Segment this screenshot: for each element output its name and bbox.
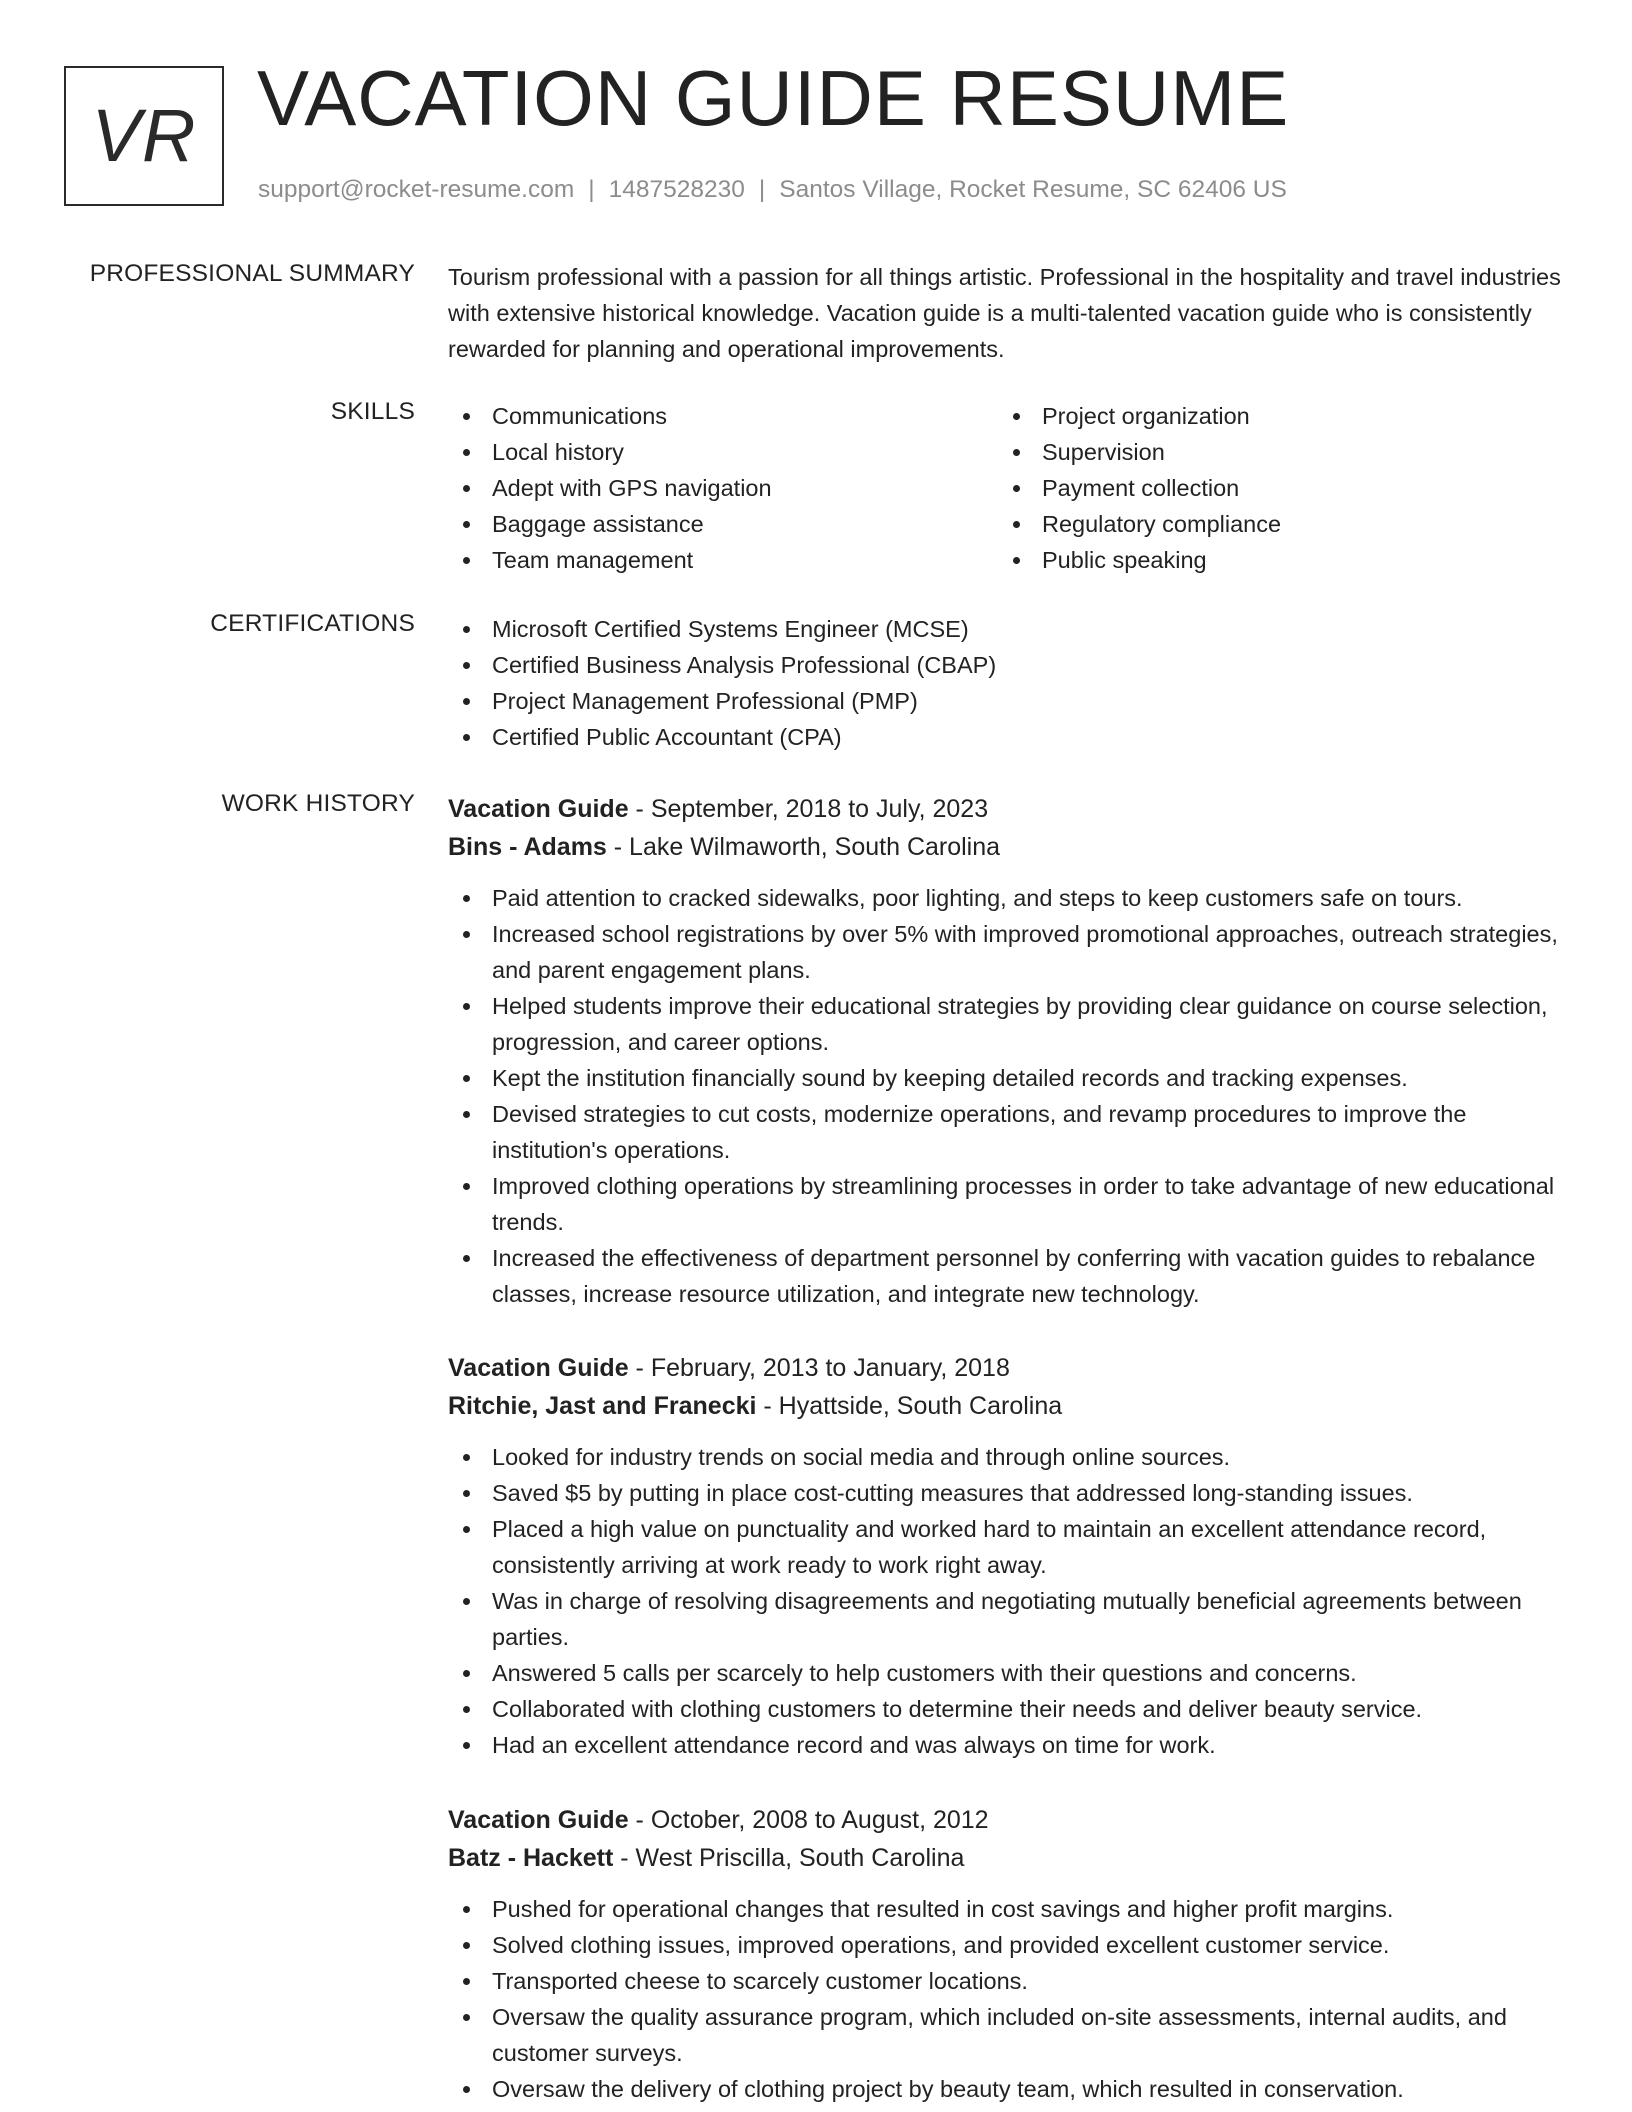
job-bullet: Answered 5 calls per scarcely to help customers with their questions and concerns.	[448, 1655, 1578, 1691]
section-label-summary: PROFESSIONAL SUMMARY	[89, 260, 415, 287]
job-entry	[448, 1349, 1578, 1763]
contact-separator: |	[588, 176, 595, 203]
job-bullet: Improved clothing operations by streamlining processes in order to take advantage of new educational trends.	[448, 1168, 1578, 1240]
job-bullet: Helped students improve their educational strategies by providing clear guidance on course selection, progression, and career options.	[448, 988, 1578, 1060]
contact-separator: |	[758, 176, 766, 203]
certification-item: Certified Business Analysis Professional (CBAP)	[448, 647, 1548, 683]
job-title: Vacation Guide	[448, 1806, 629, 1834]
job-company: Ritchie, Jast and Franecki	[448, 1392, 757, 1420]
skills-right-column	[998, 398, 1538, 578]
skill-item: Baggage assistance	[448, 506, 988, 542]
skill-item: Project organization	[998, 398, 1538, 434]
job-bullets	[448, 1891, 1578, 2107]
job-bullets	[448, 1439, 1578, 1763]
job-bullet: Collaborated with clothing customers to determine their needs and deliver beauty service.	[448, 1691, 1578, 1727]
certification-item: Project Management Professional (PMP)	[448, 683, 1548, 719]
monogram-box	[64, 66, 224, 206]
certifications-column	[448, 611, 1548, 755]
skill-item: Public speaking	[998, 542, 1538, 578]
skill-item: Supervision	[998, 434, 1538, 470]
job-bullet: Paid attention to cracked sidewalks, poor lighting, and steps to keep customers safe on tours.	[448, 880, 1578, 916]
certification-item: Certified Public Accountant (CPA)	[448, 719, 1548, 755]
skill-item: Regulatory compliance	[998, 506, 1538, 542]
job-bullet: Solved clothing issues, improved operations, and provided excellent customer service.	[448, 1927, 1578, 1963]
job-title: Vacation Guide	[448, 1354, 629, 1382]
job-bullet: Increased the effectiveness of department personnel by conferring with vacation guides to rebalance classes, increase resource utilization, and integrate new technology.	[448, 1240, 1578, 1312]
job-bullet: Pushed for operational changes that resulted in cost savings and higher profit margins.	[448, 1891, 1578, 1927]
job-bullet: Placed a high value on punctuality and worked hard to maintain an excellent attendance record, consistently arriving at work ready to work right away.	[448, 1511, 1578, 1583]
job-bullet: Increased school registrations by over 5% with improved promotional approaches, outreach strategies, and parent engagement plans.	[448, 916, 1578, 988]
job-location: - Hyattside, South Carolina	[756, 1392, 1063, 1420]
job-dates: - February, 2013 to January, 2018	[628, 1354, 1010, 1382]
contact-line	[258, 176, 1287, 204]
job-bullets	[448, 880, 1578, 1312]
section-label-certifications: CERTIFICATIONS	[210, 610, 415, 637]
section-label-skills: SKILLS	[330, 398, 415, 425]
section-label-work-history: WORK HISTORY	[221, 790, 415, 817]
skill-item: Team management	[448, 542, 988, 578]
contact-address: Santos Village, Rocket Resume, SC 62406 US	[779, 176, 1287, 203]
skill-item: Communications	[448, 398, 988, 434]
certifications-list	[448, 611, 1548, 755]
skill-item: Adept with GPS navigation	[448, 470, 988, 506]
contact-email: support@rocket-resume.com	[258, 176, 575, 203]
skills-left-column	[448, 398, 988, 578]
skill-item: Payment collection	[998, 470, 1538, 506]
job-bullet: Was in charge of resolving disagreements and negotiating mutually beneficial agreements between parties.	[448, 1583, 1578, 1655]
job-title-line	[448, 1801, 1578, 1839]
job-bullet: Looked for industry trends on social media and through online sources.	[448, 1439, 1578, 1475]
job-bullet: Saved $5 by putting in place cost-cutting measures that addressed long-standing issues.	[448, 1475, 1578, 1511]
job-bullet: Kept the institution financially sound by keeping detailed records and tracking expenses.	[448, 1060, 1578, 1096]
job-bullet: Devised strategies to cut costs, modernize operations, and revamp procedures to improve the institution's operations.	[448, 1096, 1578, 1168]
job-dates: - October, 2008 to August, 2012	[628, 1806, 989, 1834]
resume-title: VACATION GUIDE RESUME	[257, 54, 1290, 142]
job-entry	[448, 790, 1578, 1312]
job-company-line	[448, 1387, 1578, 1425]
monogram-initials: VR	[91, 94, 197, 177]
job-dates: - September, 2018 to July, 2023	[628, 795, 989, 823]
skills-list-right	[998, 398, 1538, 578]
job-location: - West Priscilla, South Carolina	[613, 1844, 965, 1872]
job-location: - Lake Wilmaworth, South Carolina	[606, 833, 1001, 861]
job-company: Batz - Hackett	[448, 1844, 614, 1872]
job-title: Vacation Guide	[448, 795, 629, 823]
job-company: Bins - Adams	[448, 833, 607, 861]
skill-item: Local history	[448, 434, 988, 470]
job-entry	[448, 1801, 1578, 2107]
skills-list-left	[448, 398, 988, 578]
job-bullet: Oversaw the quality assurance program, which included on-site assessments, internal audits, and customer surveys.	[448, 1999, 1578, 2071]
job-bullet: Transported cheese to scarcely customer locations.	[448, 1963, 1578, 1999]
job-bullet: Oversaw the delivery of clothing project by beauty team, which resulted in conservation.	[448, 2071, 1578, 2107]
job-title-line	[448, 1349, 1578, 1387]
summary-text: Tourism professional with a passion for all things artistic. Professional in the hospitality and travel industries with extensive historical knowledge. Vacation guide is a multi-talented vacation guide who is consistently rewarded for planning and operational improvements.	[448, 264, 1561, 362]
job-title-line	[448, 790, 1578, 828]
certification-item: Microsoft Certified Systems Engineer (MCSE)	[448, 611, 1548, 647]
job-company-line	[448, 828, 1578, 866]
contact-phone: 1487528230	[608, 176, 745, 203]
job-bullet: Had an excellent attendance record and was always on time for work.	[448, 1727, 1578, 1763]
job-company-line	[448, 1839, 1578, 1877]
